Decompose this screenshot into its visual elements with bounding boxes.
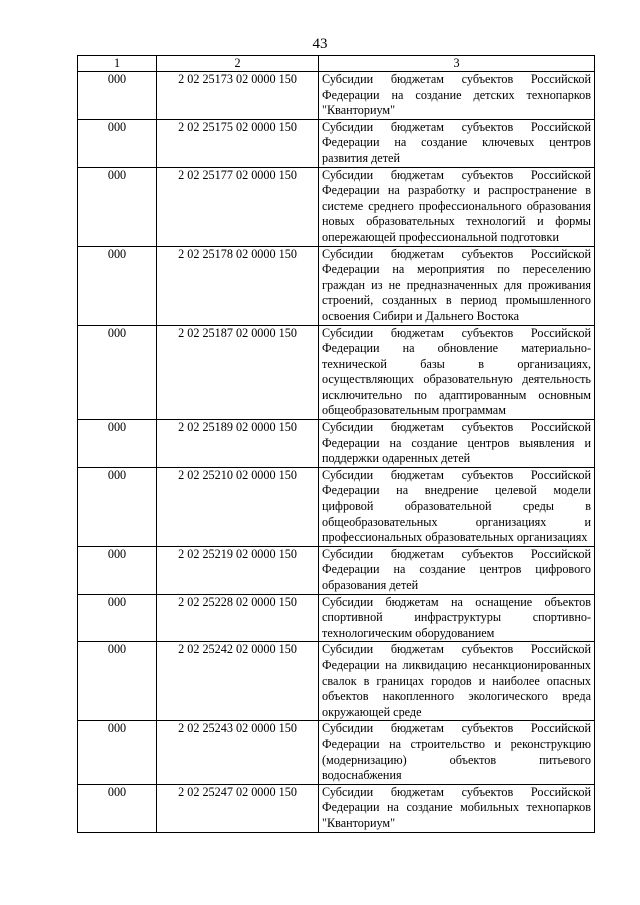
- budget-code-cell: 2 02 25189 02 0000 150: [157, 420, 319, 468]
- table-row: [78, 246, 595, 325]
- budget-code-cell: 2 02 25219 02 0000 150: [157, 546, 319, 594]
- table-row: [78, 119, 595, 167]
- admin-code-cell: 000: [78, 721, 157, 784]
- admin-code-cell: 000: [78, 642, 157, 721]
- table-header-row: [78, 56, 595, 72]
- table-row: [78, 420, 595, 468]
- column-header-3: 3: [319, 56, 595, 72]
- revenue-name-cell: Субсидии бюджетам субъектов Российской Федерации на создание центров выявления и поддержки одаренных детей: [319, 420, 595, 468]
- table-row: [78, 594, 595, 642]
- revenue-name-cell: Субсидии бюджетам субъектов Российской Федерации на ликвидацию несанкционированных свалок в границах городов и наиболее опасных объектов накопленного экологического вреда окружающей среде: [319, 642, 595, 721]
- table-row: [78, 546, 595, 594]
- revenue-name-cell: Субсидии бюджетам на оснащение объектов спортивной инфраструктуры спортивно-технологическим оборудованием: [319, 594, 595, 642]
- revenue-name-cell: Субсидии бюджетам субъектов Российской Федерации на создание мобильных технопарков "Кванториум": [319, 784, 595, 832]
- table-row: [78, 784, 595, 832]
- column-header-2: 2: [157, 56, 319, 72]
- budget-code-cell: 2 02 25178 02 0000 150: [157, 246, 319, 325]
- table-row: [78, 167, 595, 246]
- budget-code-cell: 2 02 25187 02 0000 150: [157, 325, 319, 420]
- budget-classification-table: [77, 55, 595, 833]
- budget-code-cell: 2 02 25247 02 0000 150: [157, 784, 319, 832]
- revenue-name-cell: Субсидии бюджетам субъектов Российской Федерации на создание ключевых центров развития детей: [319, 119, 595, 167]
- table-row: [78, 325, 595, 420]
- admin-code-cell: 000: [78, 246, 157, 325]
- revenue-name-cell: Субсидии бюджетам субъектов Российской Федерации на создание детских технопарков "Кванториум": [319, 72, 595, 120]
- budget-code-cell: 2 02 25210 02 0000 150: [157, 467, 319, 546]
- admin-code-cell: 000: [78, 72, 157, 120]
- revenue-name-cell: Субсидии бюджетам субъектов Российской Федерации на строительство и реконструкцию (модернизацию) объектов питьевого водоснабжения: [319, 721, 595, 784]
- budget-code-cell: 2 02 25243 02 0000 150: [157, 721, 319, 784]
- budget-code-cell: 2 02 25173 02 0000 150: [157, 72, 319, 120]
- revenue-name-cell: Субсидии бюджетам субъектов Российской Федерации на разработку и распространение в системе среднего профессионального образования новых образовательных технологий и формы опережающей профессиональной подготовки: [319, 167, 595, 246]
- revenue-name-cell: Субсидии бюджетам субъектов Российской Федерации на внедрение целевой модели цифровой образовательной среды в общеобразовательных организациях и профессиональных образовательных организациях: [319, 467, 595, 546]
- budget-code-cell: 2 02 25228 02 0000 150: [157, 594, 319, 642]
- page-number: 43: [312, 36, 328, 52]
- admin-code-cell: 000: [78, 119, 157, 167]
- admin-code-cell: 000: [78, 784, 157, 832]
- admin-code-cell: 000: [78, 167, 157, 246]
- table-row: [78, 721, 595, 784]
- revenue-name-cell: Субсидии бюджетам субъектов Российской Федерации на создание центров цифрового образования детей: [319, 546, 595, 594]
- budget-code-cell: 2 02 25242 02 0000 150: [157, 642, 319, 721]
- admin-code-cell: 000: [78, 420, 157, 468]
- admin-code-cell: 000: [78, 467, 157, 546]
- budget-code-cell: 2 02 25177 02 0000 150: [157, 167, 319, 246]
- admin-code-cell: 000: [78, 325, 157, 420]
- admin-code-cell: 000: [78, 594, 157, 642]
- table-row: [78, 72, 595, 120]
- revenue-name-cell: Субсидии бюджетам субъектов Российской Федерации на мероприятия по переселению граждан из не предназначенных для проживания строений, созданных в период промышленного освоения Сибири и Дальнего Востока: [319, 246, 595, 325]
- table-row: [78, 642, 595, 721]
- budget-code-cell: 2 02 25175 02 0000 150: [157, 119, 319, 167]
- table-row: [78, 467, 595, 546]
- column-header-1: 1: [78, 56, 157, 72]
- admin-code-cell: 000: [78, 546, 157, 594]
- revenue-name-cell: Субсидии бюджетам субъектов Российской Федерации на обновление материально-технической базы в организациях, осуществляющих образовательную деятельность исключительно по адаптированным основным общеобразовательным программам: [319, 325, 595, 420]
- table-body: [78, 56, 595, 833]
